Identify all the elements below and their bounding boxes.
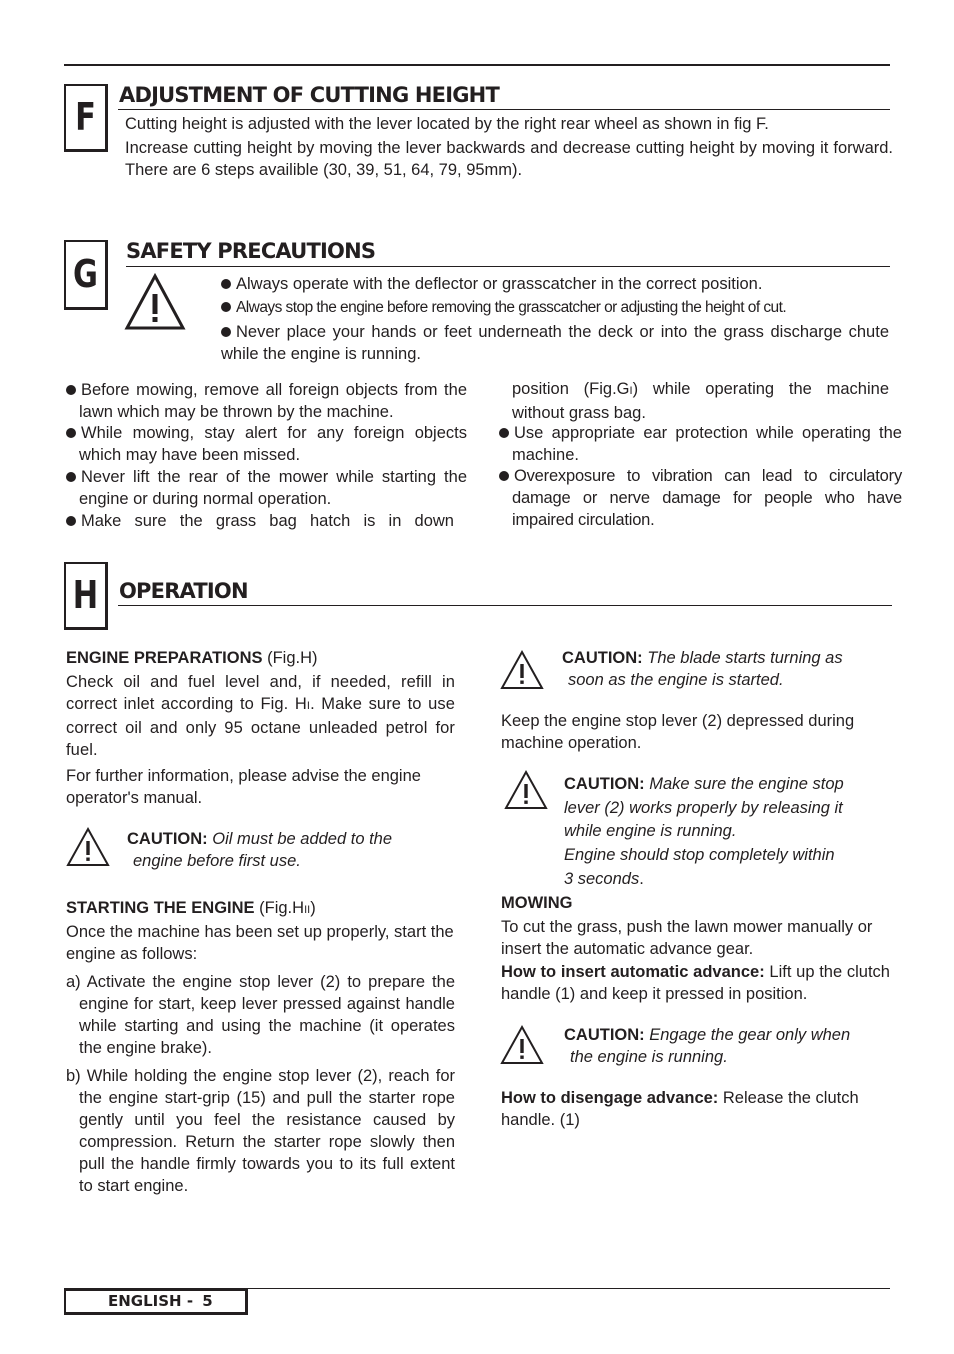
auto-advance-text: How to insert automatic advance: Lift up the clutch handle (1) and keep it pressed in position. xyxy=(501,963,890,1003)
bullet-dot xyxy=(66,428,76,438)
safety-left-bullet-3: Never lift the rear of the mower while starting the engine or during normal operation. xyxy=(66,466,467,510)
starting-intro: Once the machine has been set up properly, start the engine as follows: xyxy=(66,923,454,963)
footer-page-label xyxy=(64,1289,248,1315)
bullet-dot xyxy=(66,472,76,482)
further-info-text: For further information, please advise the engine operator's manual. xyxy=(66,767,421,807)
warning-triangle-icon xyxy=(503,769,549,811)
section-h-letter-box xyxy=(64,562,108,630)
bullet-dot xyxy=(221,327,231,337)
section-f-line2: Increase cutting height by moving the lever backwards and decrease cutting height by moving it forward. There are 6 steps availible (30, 39, 51, 64, 79, 95mm). xyxy=(125,139,893,179)
safety-right-continued: position (Fig.GI) while operating the machine without grass bag. xyxy=(512,380,889,422)
section-f-letter: F xyxy=(75,95,96,139)
starting-step-a: a) Activate the engine stop lever (2) to prepare the engine for start, keep lever pressed against handle while starting and using the machine (it operates the engine brake). xyxy=(66,973,455,1057)
disengage-advance-text: How to disengage advance: Release the clutch handle. (1) xyxy=(501,1089,859,1129)
caution-gear: CAUTION: Engage the gear only when the engine is running. xyxy=(564,1026,851,1066)
section-h-letter: H xyxy=(72,573,99,617)
keep-lever-text: Keep the engine stop lever (2) depressed during machine operation. xyxy=(501,712,855,752)
mowing-heading: MOWING xyxy=(501,894,573,912)
top-rule xyxy=(64,64,890,66)
bullet-dot xyxy=(221,279,231,289)
bullet-dot xyxy=(499,471,509,481)
safety-left-bullet-2: While mowing, stay alert for any foreign objects which may have been missed. xyxy=(66,422,467,466)
safety-right-bullet-1: Use appropriate ear protection while operating the machine. xyxy=(499,422,902,466)
safety-left-bullet-4: Make sure the grass bag hatch is in down xyxy=(66,510,454,532)
caution-engine-stop: CAUTION: Make sure the engine stop lever (2) works properly by releasing it while engine is running. Engine should stop completely within 3 seconds. xyxy=(564,775,844,888)
section-h-title-rule xyxy=(118,605,892,606)
footer-page-number: 5 xyxy=(202,1292,213,1310)
caution-oil: CAUTION: Oil must be added to the engine before first use. xyxy=(127,830,393,870)
warning-triangle-icon xyxy=(65,826,111,868)
warning-triangle-icon xyxy=(499,649,545,691)
section-f-letter-box xyxy=(64,84,108,152)
warning-triangle-icon xyxy=(123,272,187,332)
section-g-title-rule xyxy=(126,266,890,267)
section-g-letter-box xyxy=(64,240,108,310)
caution-blade: CAUTION: The blade starts turning as soon as the engine is started. xyxy=(562,649,843,689)
section-f-line1: Cutting height is adjusted with the lever located by the right rear wheel as shown in fig F. xyxy=(125,115,769,133)
safety-right-bullet-2: Overexposure to vibration can lead to circulatory damage or nerve damage for people who have impaired circulation. xyxy=(499,465,902,531)
section-g-letter: G xyxy=(73,252,98,296)
engine-preparations-text: Check oil and fuel level and, if needed, refill in correct inlet according to Fig. HI. Make sure to use correct oil and only 95 octane unleaded petrol for fuel. xyxy=(66,673,455,759)
section-f-title-rule xyxy=(118,109,890,110)
section-h-title: OPERATION xyxy=(119,579,248,603)
footer-language: ENGLISH - xyxy=(108,1292,194,1310)
safety-top-bullet-3: Never place your hands or feet underneath the deck or into the grass discharge chute while the engine is running. xyxy=(221,323,889,363)
section-f-title: ADJUSTMENT OF CUTTING HEIGHT xyxy=(119,83,499,107)
starting-engine-heading: STARTING THE ENGINE (Fig.HII) xyxy=(66,899,316,917)
mowing-text: To cut the grass, push the lawn mower manually or insert the automatic advance gear. xyxy=(501,918,873,958)
starting-step-b: b) While holding the engine stop lever (2), reach for the engine start-grip (15) and pull the starter rope gently until you feel the resistance caused by compression. Return the starter rope slowly then pull the handle firmly towards you to its full extent to start engine. xyxy=(66,1067,455,1195)
engine-preparations-heading: ENGINE PREPARATIONS (Fig.H) xyxy=(66,649,318,667)
bullet-dot xyxy=(221,302,231,312)
safety-top-bullet-1: Always operate with the deflector or grasscatcher in the correct position. xyxy=(221,273,891,295)
warning-triangle-icon xyxy=(499,1024,545,1066)
bullet-dot xyxy=(499,428,509,438)
safety-top-bullet-2: Always stop the engine before removing the grasscatcher or adjusting the height of cut. xyxy=(221,297,891,319)
bullet-dot xyxy=(66,516,76,526)
safety-left-bullet-1: Before mowing, remove all foreign objects from the lawn which may be thrown by the machine. xyxy=(66,379,467,423)
section-g-title: SAFETY PRECAUTIONS xyxy=(126,239,376,263)
bullet-dot xyxy=(66,385,76,395)
